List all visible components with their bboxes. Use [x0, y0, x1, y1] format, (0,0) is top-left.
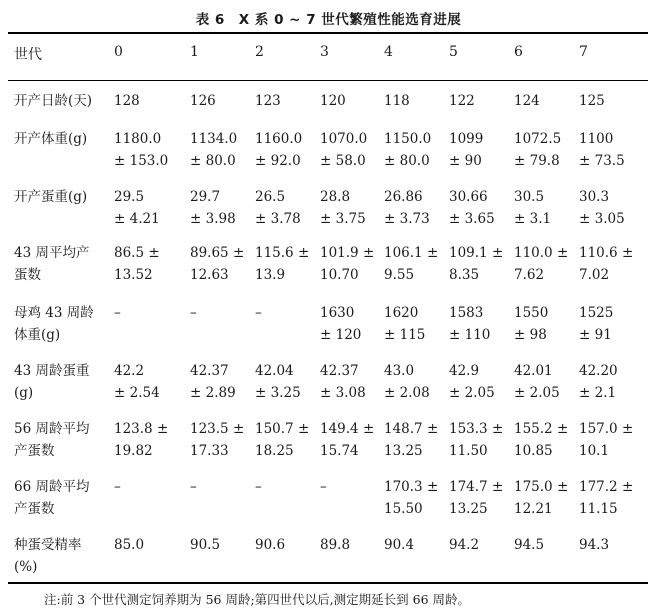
table-cell-gen-7: 177.2 ± 11.15	[579, 479, 634, 517]
table-cell-gen-2: 90.6	[255, 537, 286, 553]
table-cell-gen-0: –	[114, 479, 121, 495]
table-cell-gen-5: 109.1 ± 8.35	[449, 245, 504, 283]
row-label: 开产日龄(天)	[14, 93, 93, 109]
table-cell-gen-5: 174.7 ± 13.25	[449, 479, 504, 517]
header-gen-0: 0	[114, 44, 123, 60]
table-header-rule	[8, 80, 648, 81]
table-cell-gen-6: 30.5 ± 3.1	[514, 189, 552, 227]
table-cell-gen-6: 124	[514, 93, 540, 109]
table-cell-gen-7: 94.3	[579, 537, 610, 553]
table-cell-gen-3: 1070.0 ± 58.0	[320, 131, 368, 169]
header-gen-4: 4	[384, 44, 393, 60]
header-gen-1: 1	[190, 44, 199, 60]
table-cell-gen-0: 86.5 ± 13.52	[114, 245, 160, 283]
table-cell-gen-4: 170.3 ± 15.50	[384, 479, 439, 517]
table-cell-gen-5: 1583 ± 110	[449, 305, 491, 343]
table-cell-gen-0: 123.8 ± 19.82	[114, 421, 169, 459]
header-gen-3: 3	[320, 44, 329, 60]
table-cell-gen-6: 110.0 ± 7.62	[514, 245, 569, 283]
table-cell-gen-0: 1180.0 ± 153.0	[114, 131, 169, 169]
table-cell-gen-0: 29.5 ± 4.21	[114, 189, 160, 227]
table-cell-gen-3: –	[320, 479, 327, 495]
table-cell-gen-4: 90.4	[384, 537, 415, 553]
table-cell-gen-3: 28.8 ± 3.75	[320, 189, 366, 227]
table-cell-gen-0: 128	[114, 93, 140, 109]
table-cell-gen-5: 1099 ± 90	[449, 131, 484, 169]
table-cell-gen-0: 85.0	[114, 537, 145, 553]
table-cell-gen-5: 42.9 ± 2.05	[449, 363, 495, 401]
table-cell-gen-6: 155.2 ± 10.85	[514, 421, 569, 459]
table-cell-gen-3: 1630 ± 120	[320, 305, 362, 343]
table-cell-gen-4: 118	[384, 93, 410, 109]
table-cell-gen-2: –	[255, 305, 262, 321]
table-cell-gen-4: 1150.0 ± 80.0	[384, 131, 432, 169]
row-label: 母鸡 43 周龄 体重(g)	[14, 305, 94, 343]
table-cell-gen-6: 175.0 ± 12.21	[514, 479, 569, 517]
table-cell-gen-3: 89.8	[320, 537, 351, 553]
table-cell-gen-5: 30.66 ± 3.65	[449, 189, 495, 227]
table-cell-gen-1: 89.65 ± 12.63	[190, 245, 245, 283]
table-cell-gen-5: 94.2	[449, 537, 480, 553]
table-cell-gen-7: 157.0 ± 10.1	[579, 421, 634, 459]
table-cell-gen-3: 101.9 ± 10.70	[320, 245, 375, 283]
row-label: 43 周龄蛋重 (g)	[14, 363, 90, 401]
table-cell-gen-7: 110.6 ± 7.02	[579, 245, 634, 283]
header-gen-6: 6	[514, 44, 523, 60]
table-footnote: 注:前 3 个世代测定饲养期为 56 周龄;第四世代以后,测定期延长到 66 周龄。	[44, 592, 471, 607]
table-cell-gen-5: 153.3 ± 11.50	[449, 421, 504, 459]
row-label: 开产体重(g)	[14, 131, 88, 147]
table-title: 表 6 X 系 0 ~ 7 世代繁殖性能选育进展	[195, 12, 462, 28]
table-cell-gen-7: 30.3 ± 3.05	[579, 189, 625, 227]
header-gen-5: 5	[449, 44, 458, 60]
table-cell-gen-4: 26.86 ± 3.73	[384, 189, 430, 227]
table-cell-gen-4: 43.0 ± 2.08	[384, 363, 430, 401]
table-cell-gen-6: 94.5	[514, 537, 545, 553]
table-cell-gen-5: 122	[449, 93, 475, 109]
table-cell-gen-7: 1100 ± 73.5	[579, 131, 625, 169]
table-cell-gen-2: 115.6 ± 13.9	[255, 245, 310, 283]
table-cell-gen-1: –	[190, 305, 197, 321]
table-cell-gen-1: 126	[190, 93, 216, 109]
table-cell-gen-2: 150.7 ± 18.25	[255, 421, 310, 459]
table-cell-gen-7: 125	[579, 93, 605, 109]
row-label: 66 周龄平均 产蛋数	[14, 479, 90, 517]
table-top-rule	[8, 32, 648, 34]
table-cell-gen-1: 90.5	[190, 537, 221, 553]
header-generation-label: 世代	[14, 47, 42, 63]
table-cell-gen-4: 1620 ± 115	[384, 305, 426, 343]
table-bottom-rule	[8, 582, 648, 584]
table-cell-gen-6: 1072.5 ± 79.8	[514, 131, 562, 169]
table-cell-gen-3: 149.4 ± 15.74	[320, 421, 375, 459]
table-cell-gen-4: 106.1 ± 9.55	[384, 245, 439, 283]
table-cell-gen-2: 42.04 ± 3.25	[255, 363, 301, 401]
table-cell-gen-0: 42.2 ± 2.54	[114, 363, 160, 401]
table-cell-gen-3: 42.37 ± 3.08	[320, 363, 366, 401]
table-cell-gen-1: 29.7 ± 3.98	[190, 189, 236, 227]
table-cell-gen-2: 26.5 ± 3.78	[255, 189, 301, 227]
table-cell-gen-2: 123	[255, 93, 281, 109]
table-cell-gen-2: 1160.0 ± 92.0	[255, 131, 303, 169]
row-label: 43 周平均产 蛋数	[14, 245, 90, 283]
table-cell-gen-4: 148.7 ± 13.25	[384, 421, 439, 459]
table-cell-gen-7: 42.20 ± 2.1	[579, 363, 618, 401]
table-cell-gen-3: 120	[320, 93, 346, 109]
table-cell-gen-2: –	[255, 479, 262, 495]
table-cell-gen-1: –	[190, 479, 197, 495]
row-label: 开产蛋重(g)	[14, 189, 88, 205]
table-cell-gen-6: 42.01 ± 2.05	[514, 363, 560, 401]
table-cell-gen-1: 1134.0 ± 80.0	[190, 131, 238, 169]
table-cell-gen-6: 1550 ± 98	[514, 305, 549, 343]
row-label: 种蛋受精率 (%)	[14, 537, 82, 575]
table-cell-gen-1: 123.5 ± 17.33	[190, 421, 245, 459]
header-gen-7: 7	[579, 44, 588, 60]
row-label: 56 周龄平均 产蛋数	[14, 421, 90, 459]
table-cell-gen-7: 1525 ± 91	[579, 305, 614, 343]
table-cell-gen-1: 42.37 ± 2.89	[190, 363, 236, 401]
table-cell-gen-0: –	[114, 305, 121, 321]
header-gen-2: 2	[255, 44, 264, 60]
